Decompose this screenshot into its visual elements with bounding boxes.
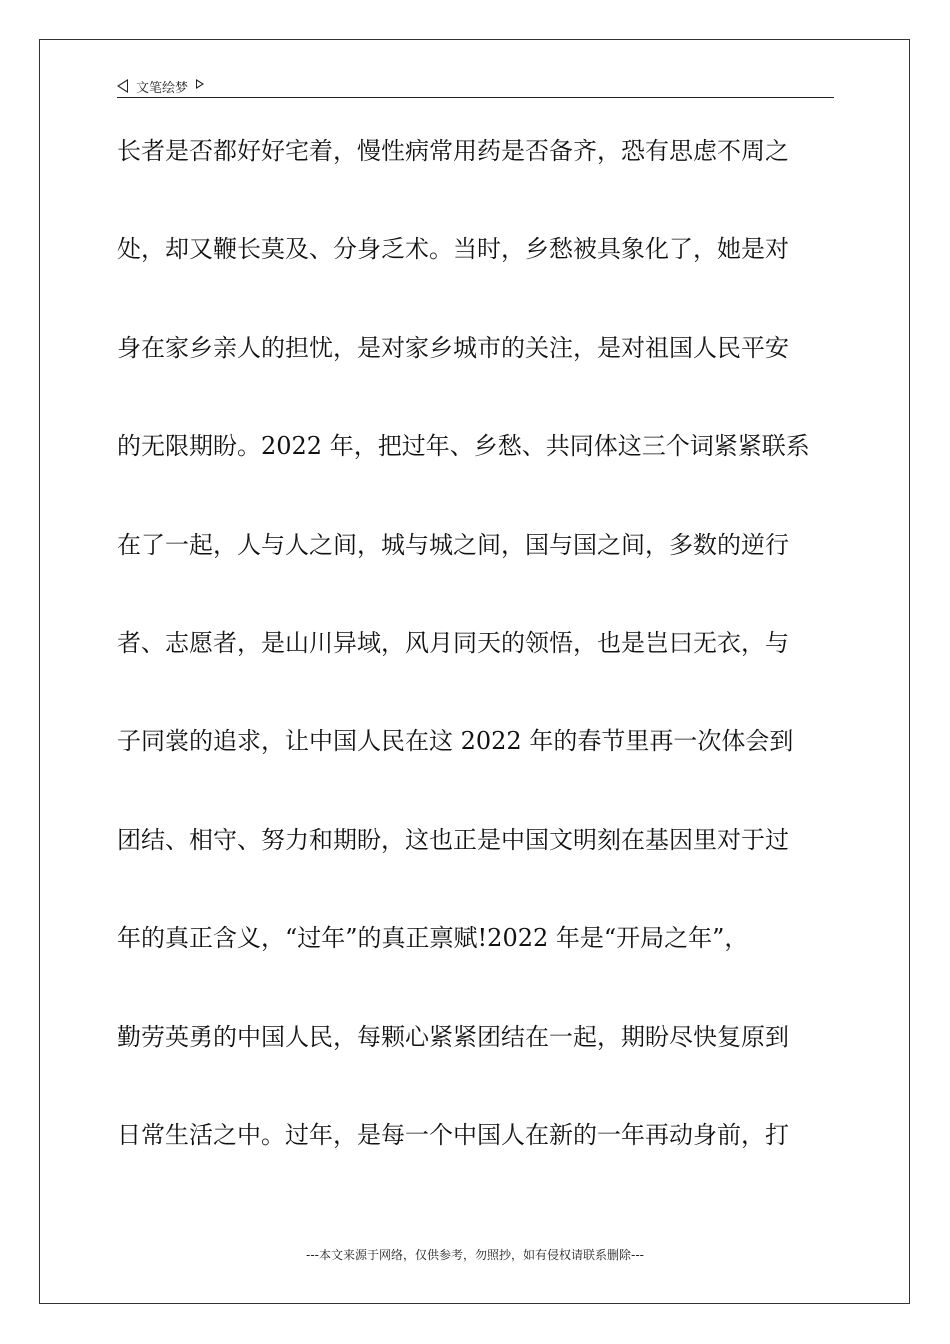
header-title: 文笔绘梦 [136, 80, 189, 96]
body-line: 长者是否都好好宅着，慢性病常用药是否备齐，恐有思虑不周之 [117, 137, 789, 165]
body-line: 在了一起，人与人之间，城与城之间，国与国之间，多数的逆行 [117, 530, 789, 559]
body-line: 勤劳英勇的中国人民，每颗心紧紧团结在一起，期盼尽快复原到 [117, 1022, 789, 1051]
document-body [117, 127, 847, 1209]
header-divider [117, 97, 834, 98]
page-footer: ---本文来源于网络，仅供参考，勿照抄，如有侵权请联系删除--- [306, 1248, 644, 1262]
body-line: 年的真正含义，“过年”的真正禀赋!2022 年是“开局之年”， [117, 924, 749, 953]
body-line: 子同裳的追求，让中国人民在这 2022 年的春节里再一次体会到 [117, 727, 794, 756]
triangle-left-icon [117, 79, 128, 93]
body-line: 处，却又鞭长莫及、分身乏术。当时，乡愁被具象化了，她是对 [117, 235, 789, 264]
body-line: 身在家乡亲人的担忧，是对家乡城市的关注，是对祖国人民平安 [117, 333, 789, 362]
body-line: 日常生活之中。过年，是每一个中国人在新的一年再动身前，打 [117, 1120, 789, 1149]
body-line: 者、志愿者，是山川异域，风月同天的领悟，也是岂曰无衣，与 [117, 628, 789, 657]
body-line: 团结、相守、努力和期盼，这也正是中国文明刻在基因里对于过 [117, 825, 789, 854]
body-line: 的无限期盼。2022 年，把过年、乡愁、共同体这三个词紧紧联系 [117, 432, 810, 461]
page-header [117, 74, 834, 98]
triangle-right-icon [196, 79, 204, 89]
